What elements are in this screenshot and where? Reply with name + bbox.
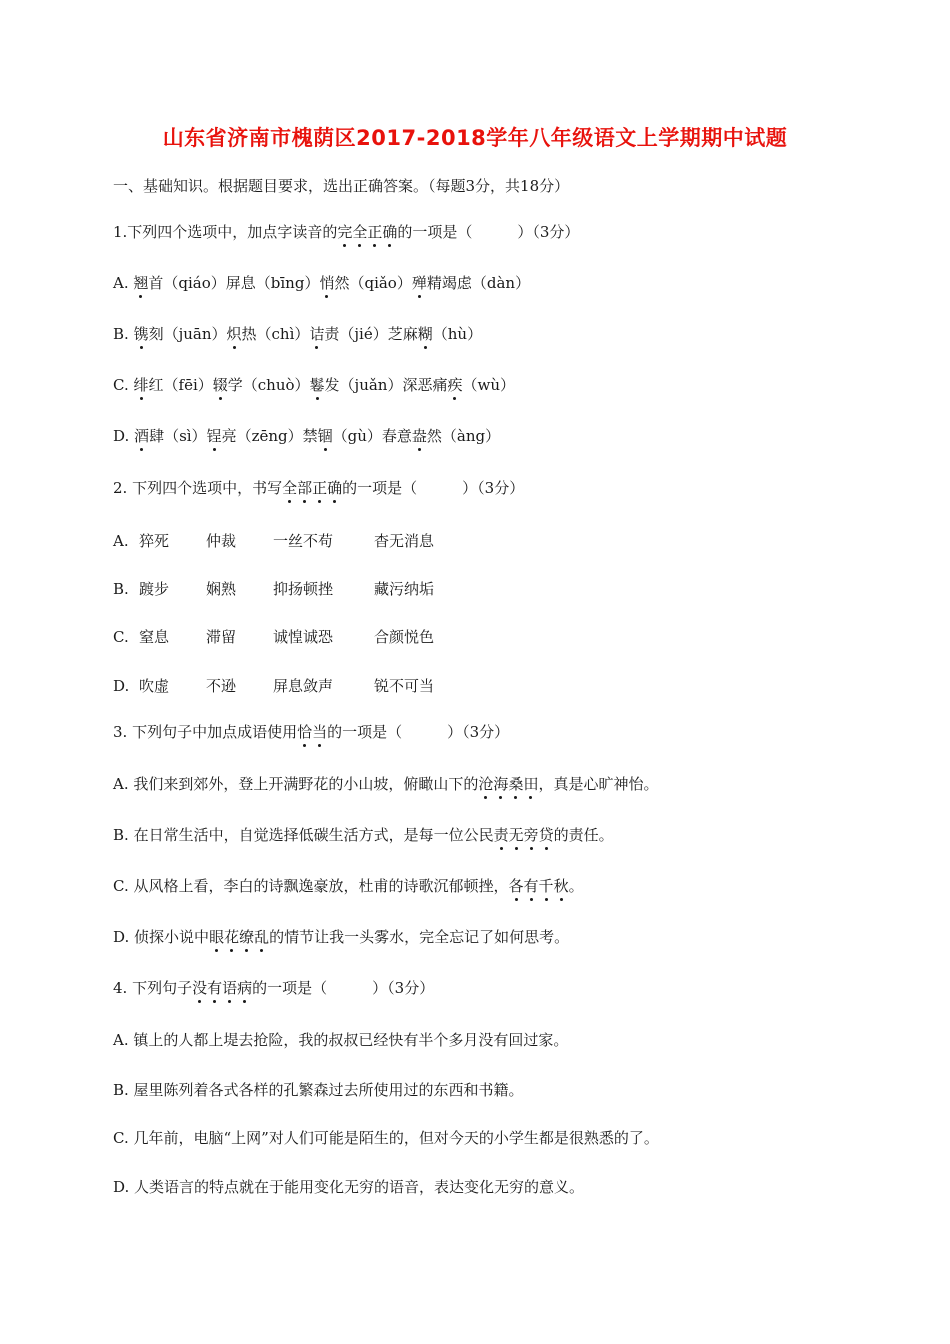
emphasis-char: 责 (493, 826, 509, 844)
emphasis-char: 当 (312, 723, 328, 741)
emphasis-char: 眼 (209, 928, 225, 946)
question-4-stem: 4. 下列句子没有语病的一项是（ ）（3分） (113, 979, 435, 997)
emphasis-char: 病 (237, 979, 253, 997)
emphasis-char: 正 (312, 479, 328, 497)
emphasis-char: 翘 (133, 274, 149, 292)
emphasis-char: 糊 (417, 325, 433, 343)
question-4-option-a: A. 镇上的人都上堤去抢险，我的叔叔已经快有半个多月没有回过家。 (113, 1031, 569, 1049)
emphasis-char: 千 (538, 877, 554, 895)
question-4-option-b: B. 屋里陈列着各式各样的孔繁森过去所使用过的东西和书籍。 (113, 1081, 524, 1099)
emphasis-char: 沧 (478, 775, 494, 793)
page-title: 山东省济南市槐荫区2017-2018学年八年级语文上学期期中试题 (162, 126, 788, 150)
emphasis-char: 正 (367, 223, 383, 241)
question-1-option-c: C. 绯红（fēi）辍学（chuò）鬈发（juǎn）深恶痛疾（wù） (113, 376, 515, 394)
emphasis-char: 锢 (317, 427, 333, 445)
emphasis-char: 全 (282, 479, 298, 497)
emphasis-char: 无 (508, 826, 524, 844)
emphasis-char: 有 (207, 979, 223, 997)
emphasis-char: 确 (327, 479, 343, 497)
emphasis-char: 盎 (411, 427, 427, 445)
emphasis-char: 诘 (309, 325, 325, 343)
emphasis-char: 完 (337, 223, 353, 241)
emphasis-char: 炽 (226, 325, 242, 343)
emphasis-char: 秋 (553, 877, 569, 895)
emphasis-char: 镌 (133, 325, 149, 343)
question-4-option-d: D. 人类语言的特点就在于能用变化无穷的语音，表达变化无穷的意义。 (113, 1178, 585, 1196)
question-2-option-a: A. 猝死 仲裁 一丝不苟 杳无消息 (113, 532, 435, 550)
emphasis-char: 疾 (447, 376, 463, 394)
question-2-option-d: D. 吹虚 不逊 屏息敛声 锐不可当 (113, 677, 435, 695)
emphasis-char: 全 (352, 223, 368, 241)
question-3-stem: 3. 下列句子中加点成语使用恰当的一项是（ ）（3分） (113, 723, 510, 741)
emphasis-char: 有 (523, 877, 539, 895)
emphasis-char: 悄 (319, 274, 335, 292)
emphasis-char: 确 (382, 223, 398, 241)
emphasis-char: 绯 (133, 376, 149, 394)
section-heading: 一、基础知识。根据题目要求，选出正确答案。（每题3分，共18分） (113, 177, 570, 195)
emphasis-char: 鬈 (309, 376, 325, 394)
question-3-option-d: D. 侦探小说中眼花缭乱的情节让我一头雾水，完全忘记了如何思考。 (113, 928, 570, 946)
question-1-stem: 1.下列四个选项中，加点字读音的完全正确的一项是（ ）（3分） (113, 223, 580, 241)
question-3-option-b: B. 在日常生活中，自觉选择低碳生活方式，是每一位公民责无旁贷的责任。 (113, 826, 614, 844)
emphasis-char: 桑 (508, 775, 524, 793)
emphasis-char: 乱 (254, 928, 270, 946)
emphasis-char: 部 (297, 479, 313, 497)
question-1-option-b: B. 镌刻（juān）炽热（chì）诘责（jié）芝麻糊（hù） (113, 325, 483, 343)
question-2-option-c: C. 窒息 滞留 诚惶诚恐 合颜悦色 (113, 628, 435, 646)
question-1-option-a: A. 翘首（qiáo）屏息（bīng）悄然（qiǎo）殚精竭虑（dàn） (113, 274, 531, 292)
emphasis-char: 殚 (411, 274, 427, 292)
emphasis-char: 恰 (297, 723, 313, 741)
emphasis-char: 各 (508, 877, 524, 895)
emphasis-char: 花 (224, 928, 240, 946)
emphasis-char: 没 (192, 979, 208, 997)
question-3-option-a: A. 我们来到郊外，登上开满野花的小山坡，俯瞰山下的沧海桑田，真是心旷神怡。 (113, 775, 659, 793)
emphasis-char: 酒 (134, 427, 150, 445)
emphasis-char: 锃 (206, 427, 222, 445)
emphasis-char: 田 (523, 775, 539, 793)
emphasis-char: 海 (493, 775, 509, 793)
emphasis-char: 贷 (538, 826, 554, 844)
question-2-option-b: B. 踱步 娴熟 抑扬顿挫 藏污纳垢 (113, 580, 435, 598)
question-3-option-c: C. 从风格上看，李白的诗飘逸豪放，杜甫的诗歌沉郁顿挫，各有千秋。 (113, 877, 584, 895)
question-4-option-c: C. 几年前，电脑“上网”对人们可能是陌生的，但对今天的小学生都是很熟悉的了。 (113, 1129, 659, 1147)
emphasis-char: 旁 (523, 826, 539, 844)
question-1-option-d: D. 酒肆（sì）锃亮（zēng）禁锢（gù）春意盎然（àng） (113, 427, 501, 445)
emphasis-char: 辍 (212, 376, 228, 394)
question-2-stem: 2. 下列四个选项中，书写全部正确的一项是（ ）（3分） (113, 479, 525, 497)
emphasis-char: 缭 (239, 928, 255, 946)
emphasis-char: 语 (222, 979, 238, 997)
